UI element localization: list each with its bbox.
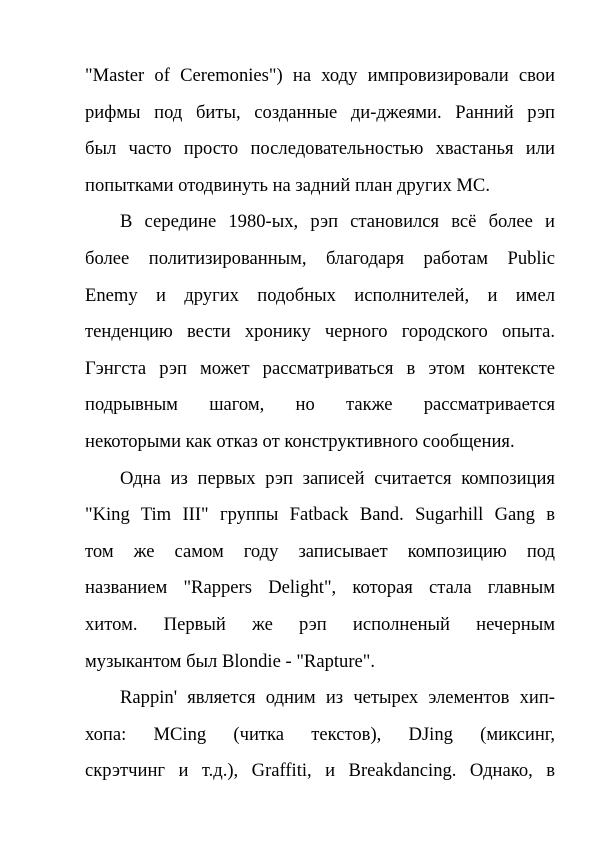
text-line: "King Tim III" группы Fatback Band. Sugarhill Gang в bbox=[85, 504, 555, 526]
text-line: рифмы под биты, созданные ди-джеями. Ранний рэп bbox=[85, 101, 555, 123]
text-line: том же самом году записывает композицию под bbox=[85, 540, 555, 562]
text-line: тенденцию вести хронику черного городского опыта. bbox=[85, 321, 555, 343]
text-line: хитом. Первый же рэп исполненый нечерным bbox=[85, 613, 555, 635]
text-line: более политизированным, благодаря работам Public bbox=[85, 247, 555, 269]
text-line: Rappin' является одним из четырех элементов хип- bbox=[120, 687, 555, 709]
text-line: подрывным шагом, но также рассматривается bbox=[85, 394, 555, 416]
body-text bbox=[85, 58, 555, 790]
text-line: названием "Rappers Delight", которая стала главным bbox=[85, 577, 555, 599]
text-line: Enemy и других подобных исполнителей, и имел bbox=[85, 284, 555, 306]
text-line: некоторыми как отказ от конструктивного сообщения. bbox=[85, 430, 515, 452]
text-line: Гэнгста рэп может рассматриваться в этом контексте bbox=[85, 357, 555, 379]
text-line: был часто просто последовательностью хвастанья или bbox=[85, 138, 555, 160]
text-line: В середине 1980-ых, рэп становился всё более и bbox=[120, 211, 555, 233]
text-line: хопа: MCing (читка текстов), DJing (миксинг, bbox=[85, 723, 555, 745]
text-line: скрэтчинг и т.д.), Graffiti, и Breakdancing. Однако, в bbox=[85, 760, 555, 782]
text-line: попытками отодвинуть на задний план других МС. bbox=[85, 174, 490, 196]
text-line: "Master of Ceremonies") на ходу импровизировали свои bbox=[85, 65, 555, 86]
text-line: музыкантом был Blondie - "Rapture". bbox=[85, 650, 376, 672]
text-line: Одна из первых рэп записей считается композиция bbox=[120, 467, 555, 489]
